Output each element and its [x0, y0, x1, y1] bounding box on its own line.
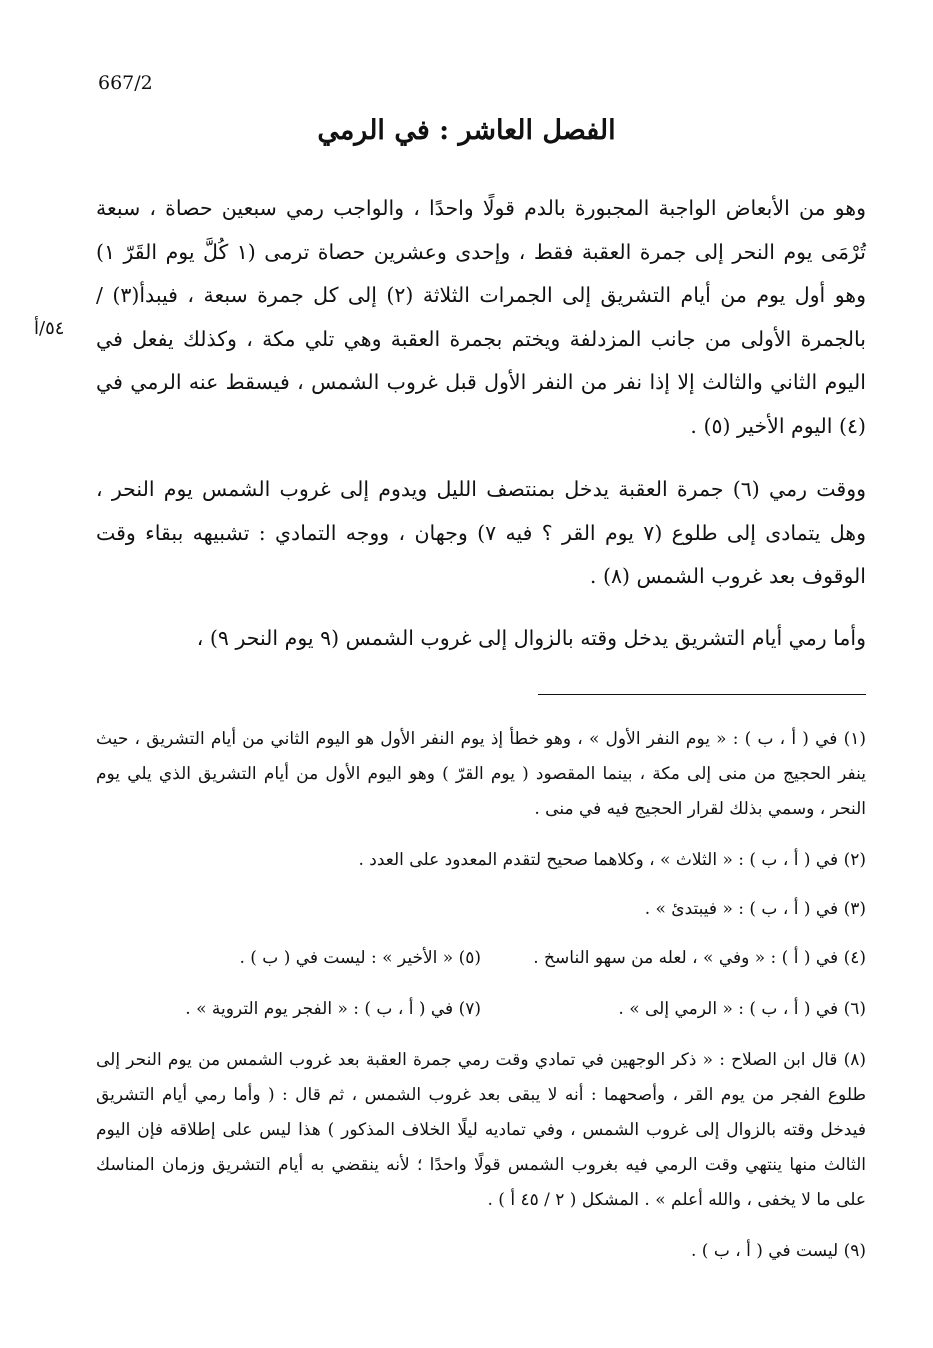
footnote-9: (٩) ليست في ( أ ، ب ) .	[691, 1241, 866, 1261]
footnote-7: (٧) في ( أ ، ب ) : « الفجر يوم التروية » .	[185, 999, 481, 1019]
page-number: 667/2	[98, 72, 153, 94]
footnote-6: (٦) في ( أ ، ب ) : « الرمي إلى » .	[618, 999, 866, 1019]
footnote-2: (٢) في ( أ ، ب ) : « الثلاث » ، وكلاهما صحيح لتقدم المعدود على العدد .	[358, 850, 866, 870]
manuscript-folio-note: ٥٤/أ	[34, 318, 65, 339]
chapter-title: الفصل العاشر : في الرمي	[317, 115, 616, 146]
footnote-row-6-7	[96, 992, 866, 1027]
footnote-row-4-5	[96, 941, 866, 976]
paragraph-3: وأما رمي أيام التشريق يدخل وقته بالزوال إلى غروب الشمس (٩ يوم النحر ٩) ،	[196, 625, 866, 650]
footnote-3: (٣) في ( أ ، ب ) : « فيبتدئ » .	[644, 899, 866, 919]
footnote-4: (٤) في ( أ ) : « وفي » ، لعله من سهو الناسخ .	[533, 948, 866, 968]
paragraph-1: وهو من الأبعاض الواجبة المجبورة بالدم قولًا واحدًا ، والواجب رمي سبعين حصاة ، سبعة تُرْمَى يوم النحر إلى جمرة العقبة فقط ، وإحدى وعشرين حصاة ترمى (١ كُلَّ يوم القَرّ ١) وهو أول يوم من أيام التشريق إلى الجمرات الثلاثة (٢) إلى كل جمرة سبعة ، فيبدأ(٣) / بالجمرة الأولى من جانب المزدلفة ويختم بجمرة العقبة وهي تلي مكة ، وكذلك يفعل في اليوم الثاني والثالث إلا إذا نفر من النفر الأول قبل غروب الشمس ، فيسقط عنه الرمي في (٤) اليوم الأخير (٥) .	[96, 196, 866, 438]
footnote-5: (٥) « الأخير » : ليست في ( ب ) .	[239, 948, 481, 968]
footnotes	[96, 722, 866, 1285]
main-text	[96, 187, 866, 660]
footnote-8: (٨) قال ابن الصلاح : « ذكر الوجهين في تمادي وقت رمي جمرة العقبة بعد غروب الشمس من يوم النحر إلى طلوع الفجر من يوم القر ، وأصحهما : أنه لا يبقى بعد غروب الشمس ، ثم قال : ( وأما رمي أيام التشريق فيدخل وقته بالزوال إلى غروب الشمس ، وفي تماديه ليلًا الخلاف المذكور ) هذا ليس على إطلاقه فإن اليوم الثالث منها ينتهي وقت الرمي فيه بغروب الشمس قولًا واحدًا ؛ لأنه ينقضي به أيام التشريق وزمان المناسك على ما لا يخفى ، والله أعلم » . المشكل ( ٢ / ٤٥ أ ) .	[96, 1050, 866, 1210]
paragraph-2: ووقت رمي (٦) جمرة العقبة يدخل بمنتصف الليل ويدوم إلى غروب الشمس يوم النحر ، وهل يتمادى إلى طلوع (٧ يوم القر ؟ فيه ٧) وجهان ، ووجه التمادي : تشبيهه ببقاء وقت الوقوف بعد غروب الشمس (٨) .	[96, 477, 867, 588]
footnote-1: (١) في ( أ ، ب ) : « يوم النفر الأول » ، وهو خطأ إذ يوم النفر الأول هو اليوم الثاني من أيام التشريق ، حيث ينفر الحجيج من منى إلى مكة ، بينما المقصود ( يوم القرّ ) وهو اليوم الأول من أيام التشريق الذي يلي يوم النحر ، وسمي بذلك لقرار الحجيج فيه في منى .	[96, 729, 866, 819]
footnote-separator	[538, 694, 866, 695]
